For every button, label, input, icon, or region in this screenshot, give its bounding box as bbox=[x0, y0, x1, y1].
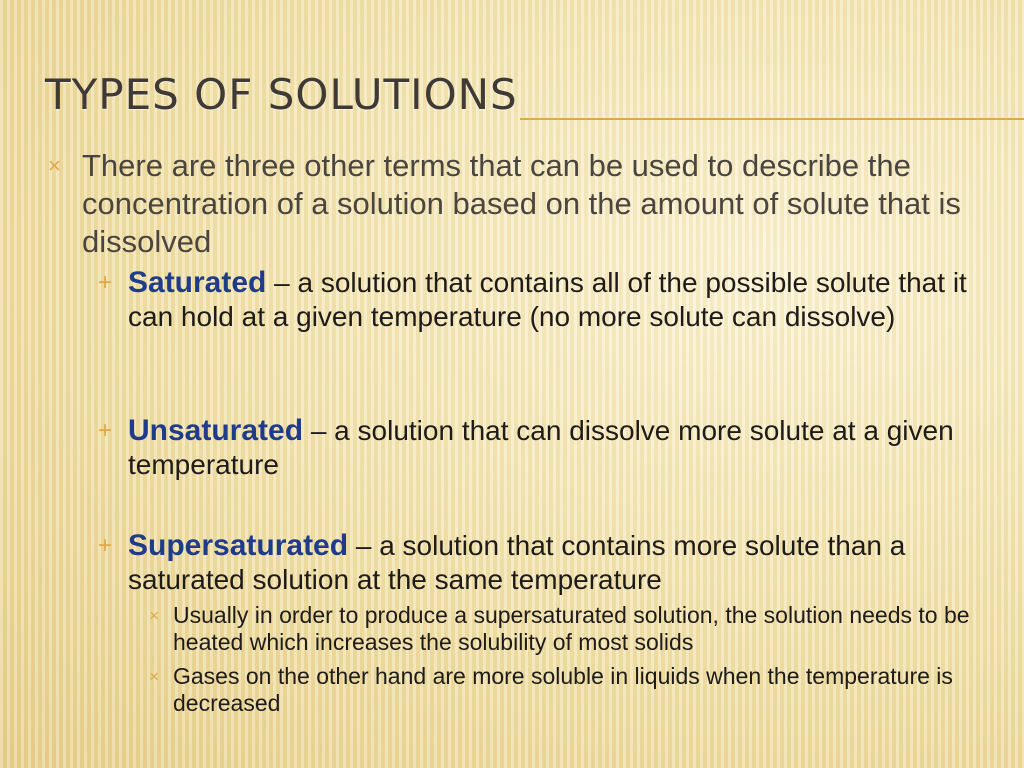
sub-bullet-heating bbox=[149, 602, 983, 656]
x-mark-icon: × bbox=[149, 606, 159, 625]
title-divider bbox=[520, 118, 1024, 120]
sub-bullet-heating-text: Usually in order to produce a supersaturated solution, the solution needs to be heated which increases the solubility of most solids bbox=[173, 602, 970, 655]
sub-bullet-gases-text: Gases on the other hand are more soluble in liquids when the temperature is decreased bbox=[173, 663, 953, 716]
plus-icon: + bbox=[98, 417, 113, 444]
slide-title: TYPES OF SOLUTIONS bbox=[45, 70, 518, 119]
definition-supersaturated: – a solution that contains more solute than a saturated solution at the same temperature bbox=[128, 530, 906, 595]
bullet-saturated bbox=[98, 266, 998, 334]
intro-text: There are three other terms that can be used to describe the concentration of a solution based on the amount of solute that is dissolved bbox=[82, 148, 961, 259]
plus-icon: + bbox=[98, 532, 113, 559]
bullet-unsaturated bbox=[98, 414, 998, 482]
term-unsaturated: Unsaturated bbox=[128, 414, 304, 447]
plus-icon: + bbox=[98, 269, 113, 296]
intro-bullet bbox=[48, 147, 982, 261]
bullet-supersaturated bbox=[98, 529, 998, 597]
definition-unsaturated: – a solution that can dissolve more solute at a given temperature bbox=[128, 415, 954, 480]
sub-bullet-gases bbox=[149, 663, 983, 717]
x-mark-icon: × bbox=[48, 153, 61, 178]
x-mark-icon: × bbox=[149, 667, 159, 686]
definition-saturated: – a solution that contains all of the possible solute that it can hold at a given temperature (no more solute can dissolve) bbox=[128, 267, 967, 332]
term-saturated: Saturated bbox=[128, 266, 267, 299]
term-supersaturated: Supersaturated bbox=[128, 529, 349, 562]
